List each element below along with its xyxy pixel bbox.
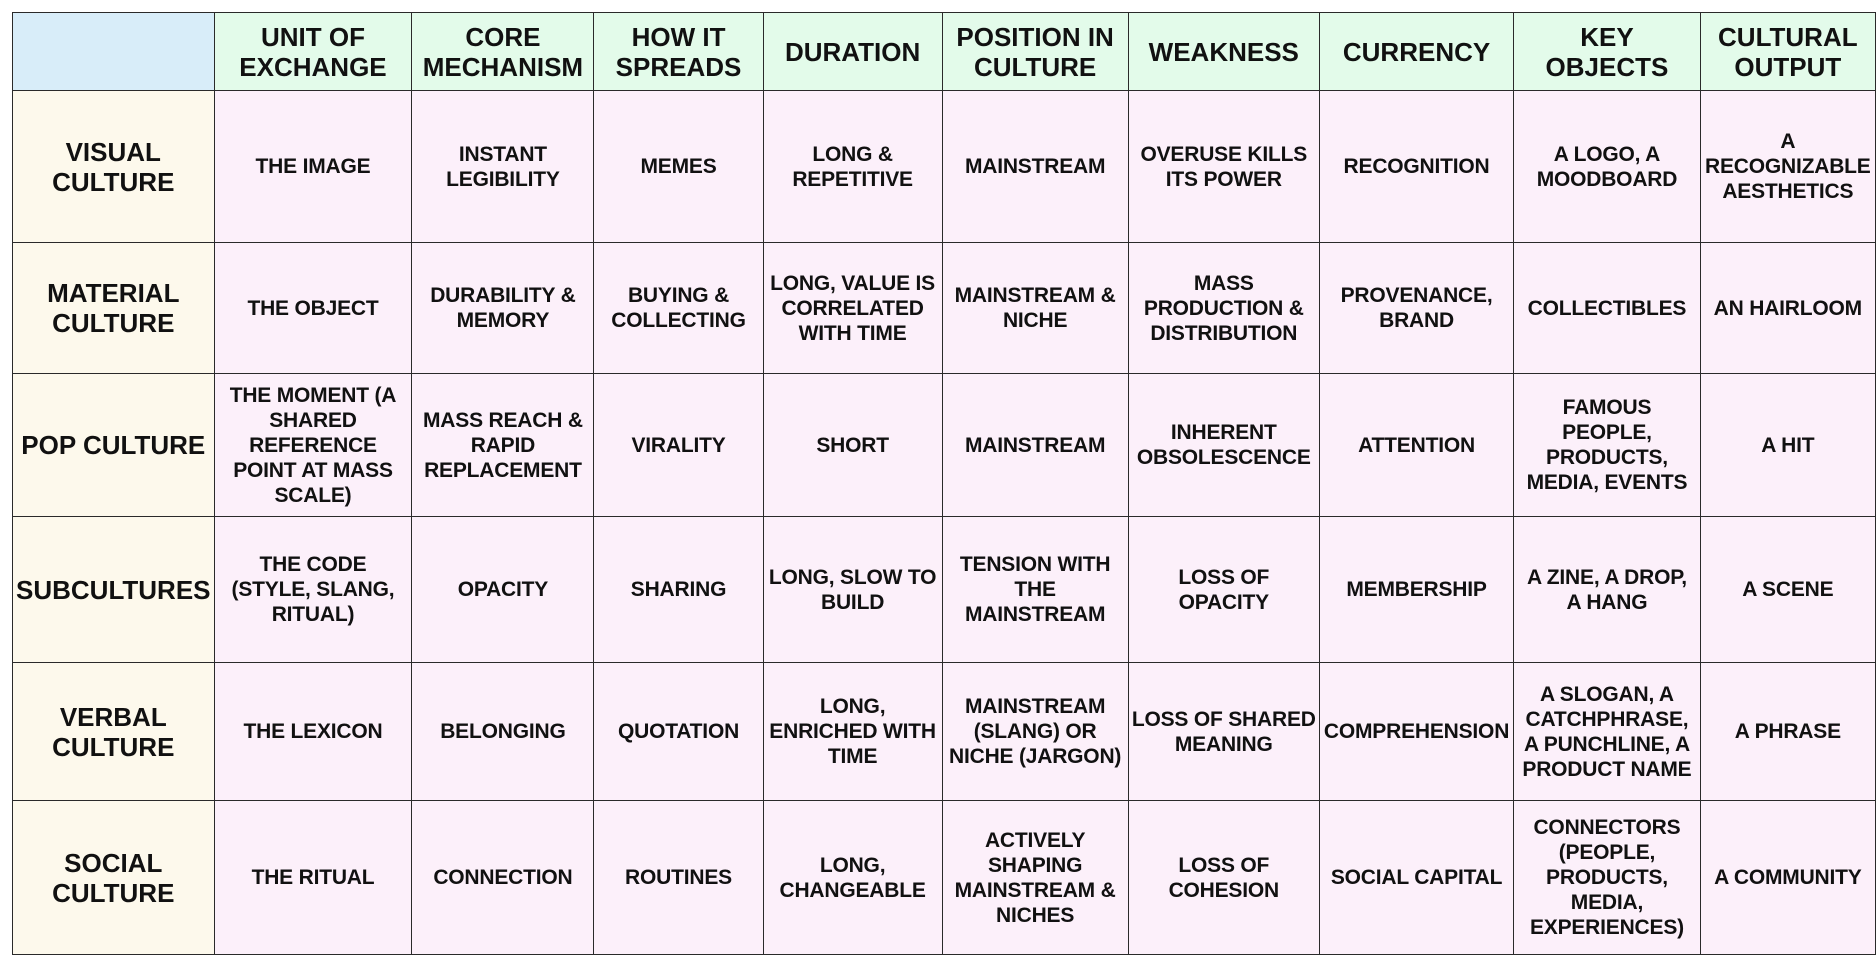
table-cell: A HIT (1700, 374, 1875, 517)
table-cell: DURABILITY & MEMORY (412, 243, 594, 374)
table-cell: SHORT (763, 374, 942, 517)
table-cell: THE IMAGE (214, 91, 412, 243)
table-cell: SOCIAL CAPITAL (1319, 801, 1513, 955)
table-cell: A SLOGAN, A CATCHPHRASE, A PUNCHLINE, A PRODUCT NAME (1514, 663, 1700, 801)
table-cell: LONG, SLOW TO BUILD (763, 517, 942, 663)
column-header-key-objects: KEY OBJECTS (1514, 13, 1700, 91)
table-cell: LONG & REPETITIVE (763, 91, 942, 243)
culture-table (12, 12, 1876, 955)
table-cell: THE CODE (STYLE, SLANG, RITUAL) (214, 517, 412, 663)
header-row (13, 13, 1876, 91)
table-cell: RECOGNITION (1319, 91, 1513, 243)
table-cell: CONNECTORS (PEOPLE, PRODUCTS, MEDIA, EXPERIENCES) (1514, 801, 1700, 955)
table-cell: COLLECTIBLES (1514, 243, 1700, 374)
column-header-core-mechanism: CORE MECHANISM (412, 13, 594, 91)
culture-matrix (12, 12, 1876, 955)
column-header-weakness: WEAKNESS (1128, 13, 1319, 91)
row-header: VERBAL CULTURE (13, 663, 215, 801)
table-cell: VIRALITY (594, 374, 763, 517)
row-header: MATERIAL CULTURE (13, 243, 215, 374)
table-cell: INSTANT LEGIBILITY (412, 91, 594, 243)
table-cell: INHERENT OBSOLESCENCE (1128, 374, 1319, 517)
table-cell: THE LEXICON (214, 663, 412, 801)
row-header: SOCIAL CULTURE (13, 801, 215, 955)
table-row (13, 91, 1876, 243)
table-cell: ACTIVELY SHAPING MAINSTREAM & NICHES (942, 801, 1128, 955)
table-cell: LONG, VALUE IS CORRELATED WITH TIME (763, 243, 942, 374)
table-row (13, 374, 1876, 517)
table-cell: A PHRASE (1700, 663, 1875, 801)
column-header-currency: CURRENCY (1319, 13, 1513, 91)
table-row (13, 517, 1876, 663)
column-header-position-in-culture: POSITION IN CULTURE (942, 13, 1128, 91)
table-cell: BUYING & COLLECTING (594, 243, 763, 374)
row-header: POP CULTURE (13, 374, 215, 517)
table-row (13, 801, 1876, 955)
row-header: SUBCULTURES (13, 517, 215, 663)
corner-cell (13, 13, 215, 91)
table-cell: PROVENANCE, BRAND (1319, 243, 1513, 374)
row-header: VISUAL CULTURE (13, 91, 215, 243)
table-cell: THE MOMENT (A SHARED REFERENCE POINT AT MASS SCALE) (214, 374, 412, 517)
table-row (13, 663, 1876, 801)
table-cell: A LOGO, A MOODBOARD (1514, 91, 1700, 243)
table-cell: SHARING (594, 517, 763, 663)
table-cell: LOSS OF COHESION (1128, 801, 1319, 955)
table-cell: COMPREHENSION (1319, 663, 1513, 801)
table-cell: THE RITUAL (214, 801, 412, 955)
table-cell: ROUTINES (594, 801, 763, 955)
table-cell: MASS PRODUCTION & DISTRIBUTION (1128, 243, 1319, 374)
table-cell: MEMBERSHIP (1319, 517, 1513, 663)
table-cell: LONG, ENRICHED WITH TIME (763, 663, 942, 801)
table-cell: MAINSTREAM (942, 374, 1128, 517)
table-cell: MAINSTREAM & NICHE (942, 243, 1128, 374)
column-header-cultural-output: CULTURAL OUTPUT (1700, 13, 1875, 91)
table-cell: OVERUSE KILLS ITS POWER (1128, 91, 1319, 243)
table-cell: A ZINE, A DROP, A HANG (1514, 517, 1700, 663)
table-cell: MEMES (594, 91, 763, 243)
table-cell: LOSS OF OPACITY (1128, 517, 1319, 663)
table-cell: A COMMUNITY (1700, 801, 1875, 955)
table-cell: MAINSTREAM (942, 91, 1128, 243)
table-cell: A SCENE (1700, 517, 1875, 663)
table-cell: FAMOUS PEOPLE, PRODUCTS, MEDIA, EVENTS (1514, 374, 1700, 517)
table-cell: MAINSTREAM (SLANG) OR NICHE (JARGON) (942, 663, 1128, 801)
table-cell: OPACITY (412, 517, 594, 663)
table-cell: TENSION WITH THE MAINSTREAM (942, 517, 1128, 663)
table-cell: A RECOGNIZABLE AESTHETICS (1700, 91, 1875, 243)
column-header-unit-of-exchange: UNIT OF EXCHANGE (214, 13, 412, 91)
table-cell: CONNECTION (412, 801, 594, 955)
table-cell: AN HAIRLOOM (1700, 243, 1875, 374)
table-cell: THE OBJECT (214, 243, 412, 374)
table-cell: BELONGING (412, 663, 594, 801)
table-cell: QUOTATION (594, 663, 763, 801)
table-cell: ATTENTION (1319, 374, 1513, 517)
table-cell: LONG, CHANGEABLE (763, 801, 942, 955)
table-cell: LOSS OF SHARED MEANING (1128, 663, 1319, 801)
column-header-duration: DURATION (763, 13, 942, 91)
table-row (13, 243, 1876, 374)
table-cell: MASS REACH & RAPID REPLACEMENT (412, 374, 594, 517)
column-header-how-it-spreads: HOW IT SPREADS (594, 13, 763, 91)
